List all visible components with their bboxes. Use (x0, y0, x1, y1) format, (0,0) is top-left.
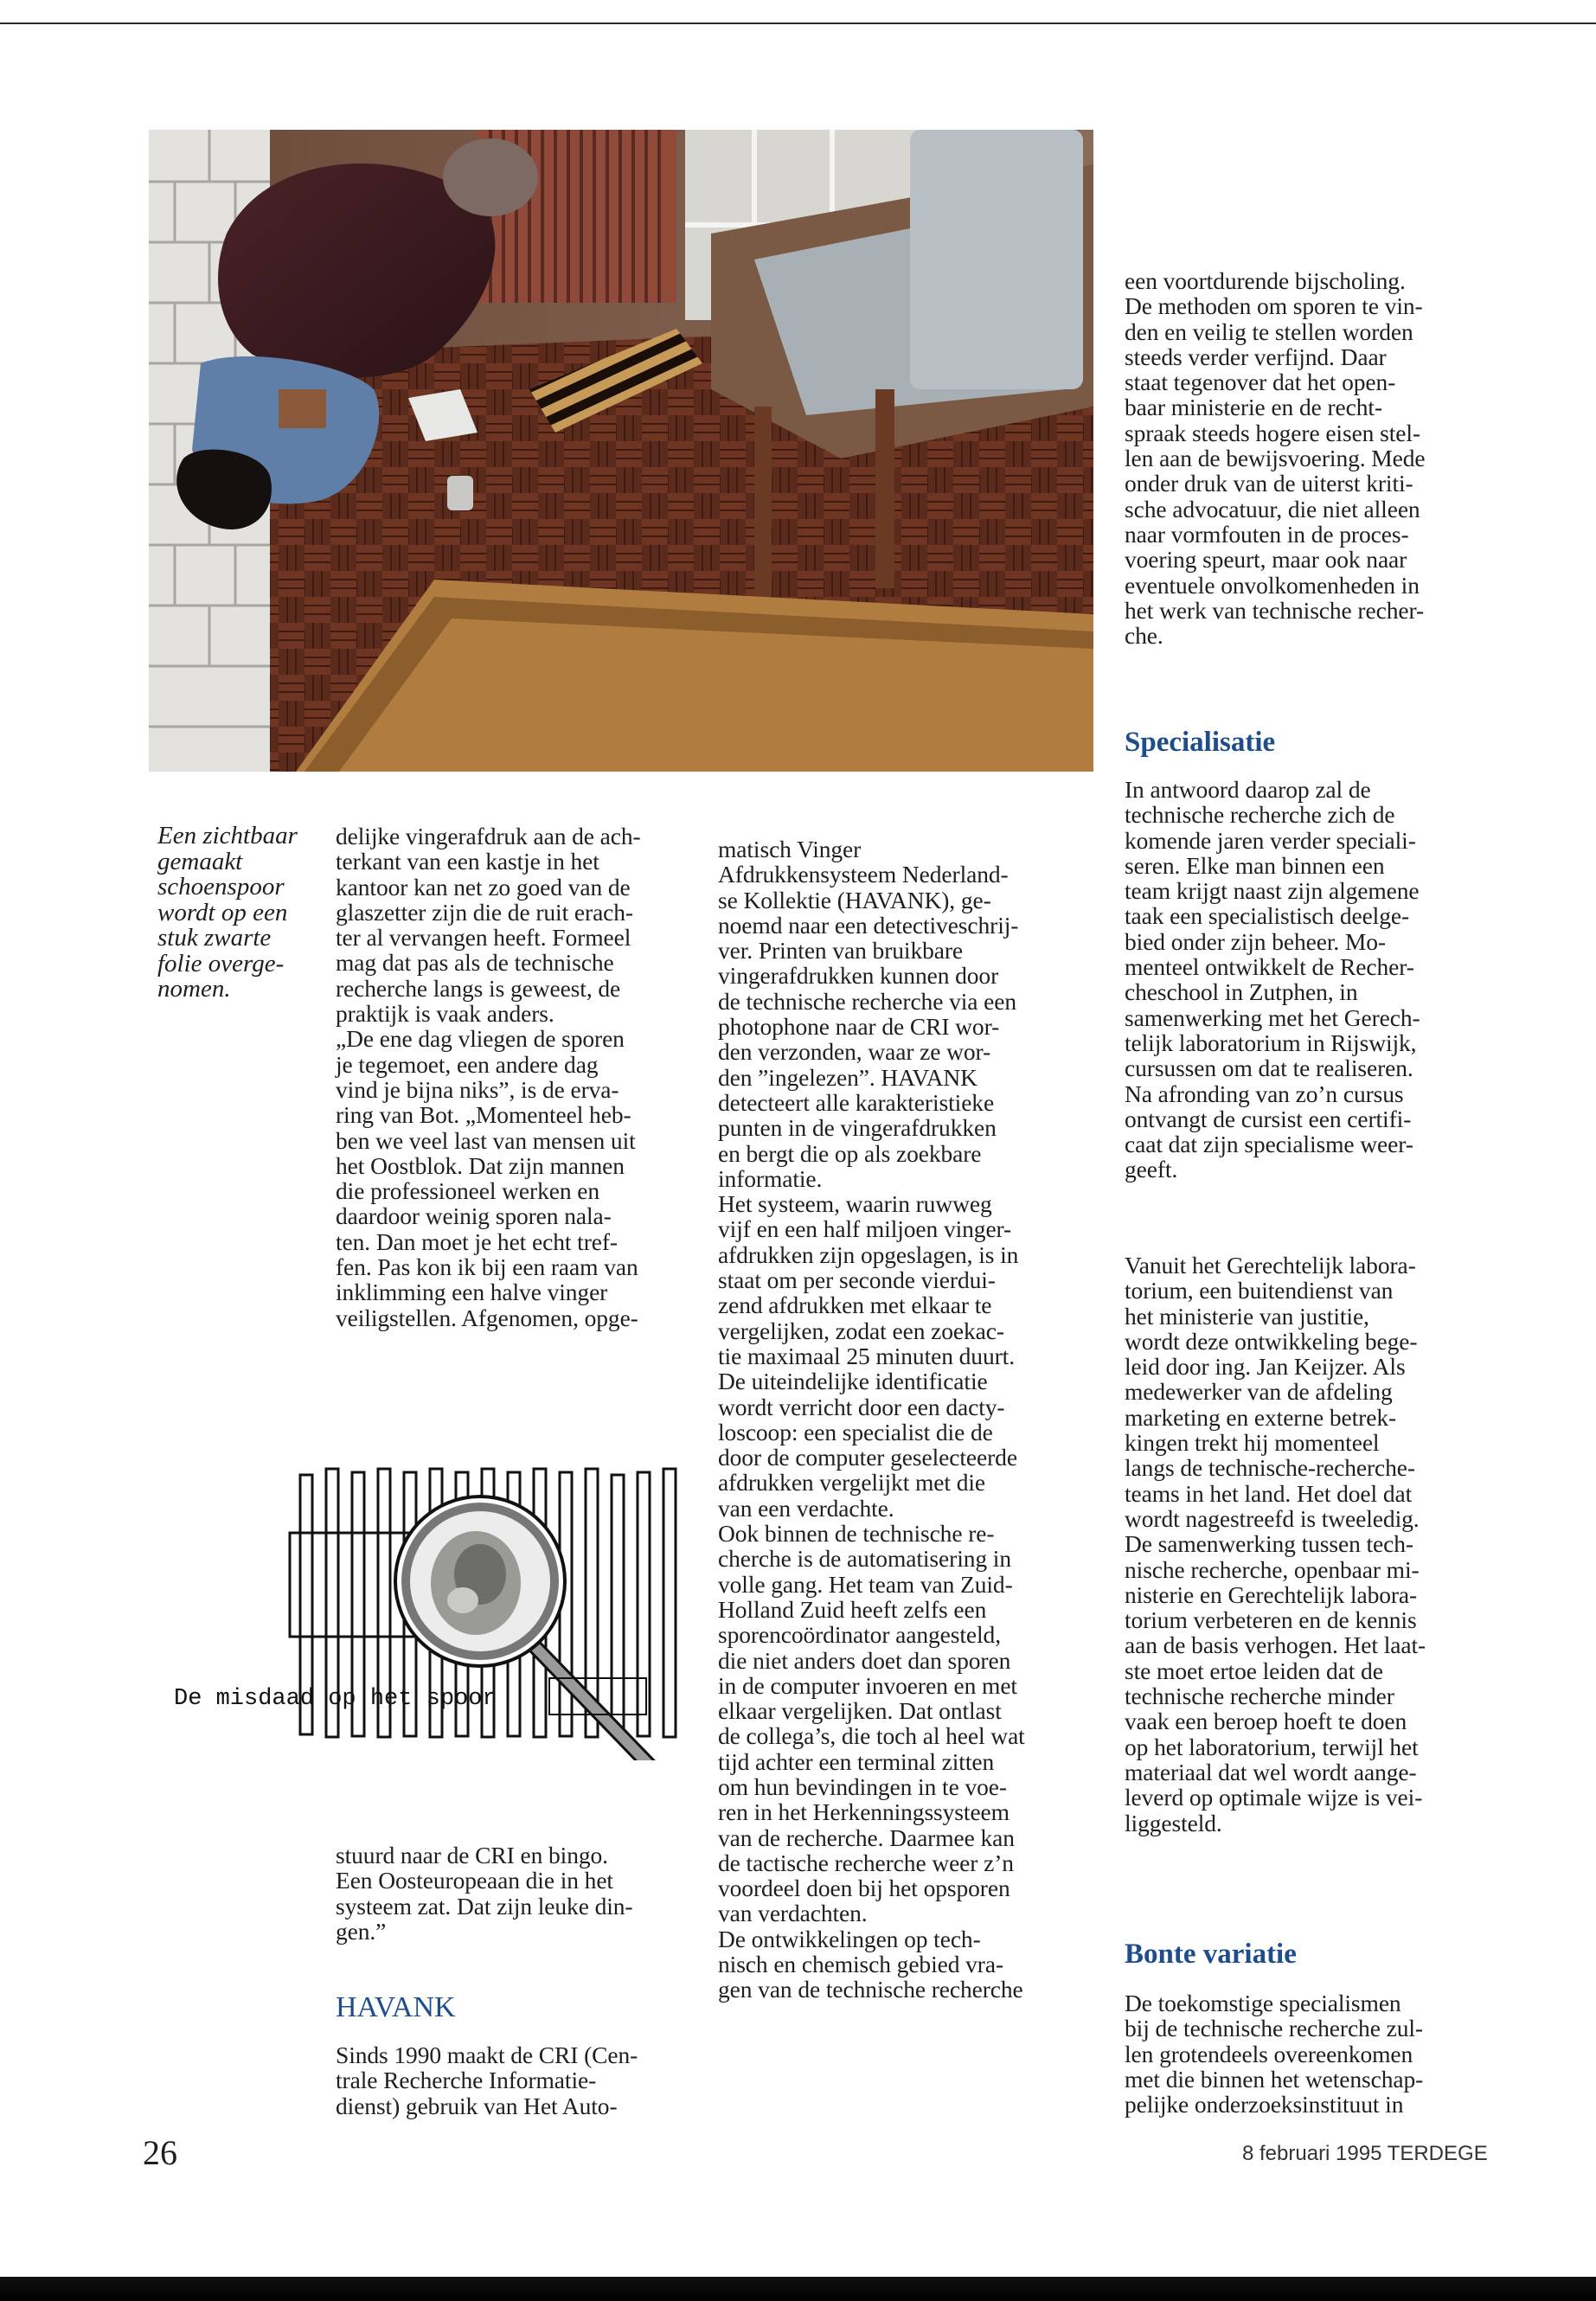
page-number: 26 (143, 2133, 177, 2172)
bottom-edge-band (0, 2277, 1596, 2301)
column-left-text-havank: Sinds 1990 maakt de CRI (Cen- trale Recherche Informatie- dienst) gebruik van Het Auto- (336, 2041, 638, 2119)
de-misdaad-op-het-spoor-logo (169, 1462, 731, 1760)
photo-illustration (149, 130, 1093, 772)
crime-scene-photo (149, 130, 1093, 772)
heading-havank: HAVANK (336, 1991, 456, 2023)
column-right-text-gerechtelijk: Vanuit het Gerechtelijk labora- torium, een buitendienst van het ministerie van justitie, wordt deze ontwikkeling bege- leid door ing. Jan Keijzer. Als medewerker van de afdeling marketing en externe betrek- kingen trekt hij momenteel langs de technische-recherche- teams in het land. Het doel dat wordt nagestreefd is tweeledig. De samenwerking tussen tech- nische recherche, openbaar mi- nisterie en Gerechtelijk labora- torium verbeteren en de kennis aan de basis verhogen. Het laat- ste moet ertoe leiden dat de technische recherche minder vaak een beroep hoeft te doen op het laboratorium, terwijl het materiaal dat wel wordt aange- leverd op optimale wijze is vei- liggesteld. (1125, 1252, 1426, 1836)
logo-graphic (169, 1462, 731, 1760)
top-rule (0, 22, 1596, 24)
page-footer: 8 februari 1995 TERDEGE (1242, 2142, 1488, 2165)
column-right-text-top: een voortdurende bijscholing. De methoden om sporen te vin- den en veilig te stellen worden steeds verder verfijnd. Daar staat tegenover dat het open- baar ministerie en de recht- spraak steeds hogere eisen stel- len aan de bewijsvoering. Mede onder druk van de uiterst kriti- sche advocatuur, die niet alleen naar vormfouten in de proces- voering speurt, maar ook naar eventuele onvolkomenheden in het werk van technische recher- che. (1125, 267, 1426, 650)
heading-bonte-variatie: Bonte variatie (1125, 1939, 1297, 1970)
column-middle-text: matisch Vinger Afdrukkensysteem Nederland- se Kollektie (HAVANK), ge- noemd naar een detectiveschrij- ver. Printen van bruikbare vingerafdrukken kunnen door de technische recherche via een photophone naar de CRI wor- den verzonden, waar ze wor- den ”ingelezen”. HAVANK detecteert alle karakteristieke punten in de vingerafdrukken en bergt die op als zoekbare informatie. Het systeem, waarin ruwweg vijf en een half miljoen vinger- afdrukken zijn opgeslagen, is in staat om per seconde vierdui- zend afdrukken met elkaar te vergelijken, zodat een zoekac- tie maximaal 25 minuten duurt. De uiteindelijke identificatie wordt verricht door een dacty- loscoop: een specialist die de door de computer geselecteerde afdrukken vergelijkt met die van een verdachte. Ook binnen de technische re- cherche is de automatisering in volle gang. Het team van Zuid- Holland Zuid heeft zelfs een sporencoördinator aangesteld, die niet anders doet dan sporen in de computer invoeren en met elkaar vergelijken. Dat ontlast de collega’s, die toch al heel wat tijd achter een terminal zitten om hun bevindingen in te voe- ren in het Herkenningssysteem van de recherche. Daarmee kan de tactische recherche weer z’n voordeel doen bij het opsporen van verdachten. De ontwikkelingen op tech- nisch en chemisch gebied vra- gen van de technische recherche (718, 836, 1025, 2003)
logo-text: De misdaad op het spoor (174, 1686, 497, 1712)
column-right-text-bonte: De toekomstige specialismen bij de technische recherche zul- len grotendeels overeenkomen met die binnen het wetenschap- pelijke onderzoeksinstituut in (1125, 1990, 1424, 2118)
column-left-text-top: delijke vingerafdruk aan de ach- terkant van een kastje in het kantoor kan net zo goed van de glaszetter zijn die de ruit erach- ter al vervangen heeft. Formeel mag dat pas als de technische recherche langs is geweest, de praktijk is vaak anders. „De ene dag vliegen de sporen je tegemoet, een andere dag vind je bijna niks”, is de erva- ring van Bot. „Momenteel heb- ben we veel last van mensen uit het Oostblok. Dat zijn mannen die professioneel werken en daardoor weinig sporen nala- ten. Dan moet je het echt tref- fen. Pas kon ik bij een raam van inklimming een halve vinger veiligstellen. Afgenomen, opge- (336, 823, 641, 1331)
column-right-text-specialisatie: In antwoord daarop zal de technische recherche zich de komende jaren verder speciali- seren. Elke man binnen een team krijgt naast zijn algemene taak een specialistisch deelge- bied onder zijn beheer. Mo- menteel ontwikkelt de Recher- cheschool in Zutphen, in samenwerking met het Gerech- telijk laboratorium in Rijswijk, cursussen om dat te realiseren. Na afronding van zo’n cursus ontvangt de cursist een certifi- caat dat zijn specialisme weer- geeft. (1125, 776, 1420, 1183)
photo-caption: Een zichtbaar gemaakt schoenspoor wordt op een stuk zwarte folie overge- nomen. (157, 822, 298, 1003)
column-left-text-bottom: stuurd naar de CRI en bingo. Een Oosteuropeaan die in het systeem zat. Dat zijn leuke din- gen.” (336, 1842, 633, 1945)
heading-specialisatie: Specialisatie (1125, 727, 1276, 758)
